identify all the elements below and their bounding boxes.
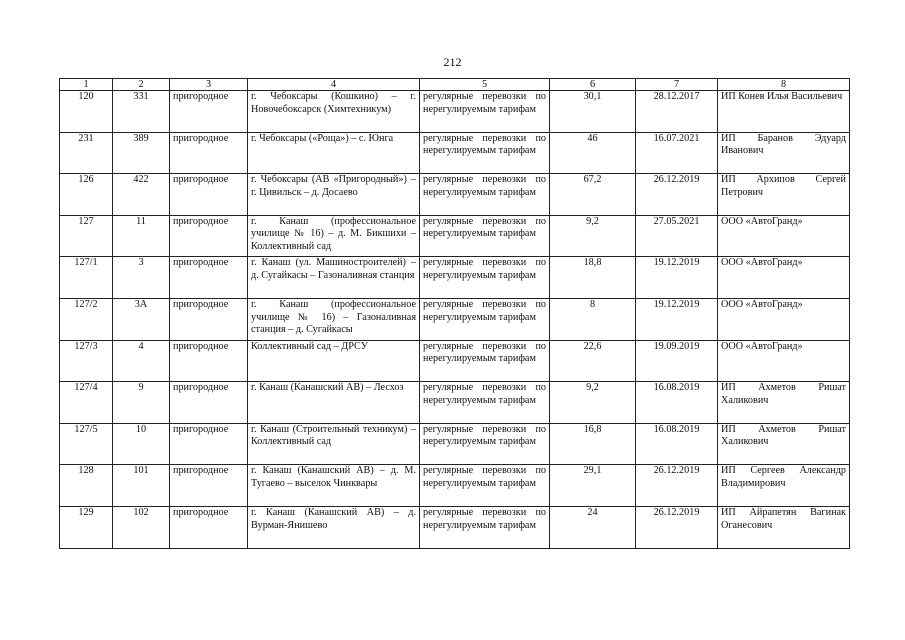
route-length: 16,8 (550, 423, 636, 465)
start-date: 19.09.2019 (636, 340, 718, 382)
route-path: г. Канаш (профессиональное училище № 16) – д. М. Бикшихи – Коллективный сад (248, 215, 420, 257)
route-length: 30,1 (550, 91, 636, 133)
transport-mode: регулярные перевозки по нерегулируемым тарифам (420, 423, 550, 465)
transport-mode: регулярные перевозки по нерегулируемым тарифам (420, 340, 550, 382)
route-length: 8 (550, 298, 636, 340)
start-date: 26.12.2019 (636, 465, 718, 507)
route-path: г. Чебоксары («Роща») – с. Юнга (248, 132, 420, 174)
start-date: 16.08.2019 (636, 423, 718, 465)
start-date: 16.07.2021 (636, 132, 718, 174)
transport-mode: регулярные перевозки по нерегулируемым тарифам (420, 132, 550, 174)
carrier-name: ИП Сергеев Александр Владимирович (718, 465, 850, 507)
header-row (60, 79, 850, 91)
route-number: 102 (113, 506, 170, 548)
route-length: 29,1 (550, 465, 636, 507)
row-number: 127/5 (60, 423, 113, 465)
column-header: 8 (718, 79, 850, 91)
route-length: 9,2 (550, 382, 636, 424)
transport-mode: регулярные перевозки по нерегулируемым тарифам (420, 506, 550, 548)
row-number: 127/4 (60, 382, 113, 424)
route-path: г. Чебоксары (Кошкино) – г. Новочебоксарск (Химтехникум) (248, 91, 420, 133)
column-header: 3 (170, 79, 248, 91)
route-path: г. Чебоксары (АВ «Пригородный») – г. Цивильск – д. Досаево (248, 174, 420, 216)
start-date: 19.12.2019 (636, 257, 718, 299)
table-row (60, 465, 850, 507)
column-header: 6 (550, 79, 636, 91)
table-row (60, 298, 850, 340)
carrier-name: ИП Ахметов Ришат Халикович (718, 382, 850, 424)
transport-mode: регулярные перевозки по нерегулируемым тарифам (420, 465, 550, 507)
route-type: пригородное (170, 132, 248, 174)
route-number: 9 (113, 382, 170, 424)
table-row (60, 340, 850, 382)
start-date: 26.12.2019 (636, 506, 718, 548)
route-path: г. Канаш (Канашский АВ) – д. М. Тугаево – выселок Чинквары (248, 465, 420, 507)
carrier-name: ИП Ахметов Ришат Халикович (718, 423, 850, 465)
route-number: 3А (113, 298, 170, 340)
route-type: пригородное (170, 215, 248, 257)
route-path: Коллективный сад – ДРСУ (248, 340, 420, 382)
route-length: 22,6 (550, 340, 636, 382)
transport-mode: регулярные перевозки по нерегулируемым тарифам (420, 257, 550, 299)
column-header: 4 (248, 79, 420, 91)
column-header: 1 (60, 79, 113, 91)
route-length: 9,2 (550, 215, 636, 257)
route-type: пригородное (170, 423, 248, 465)
transport-mode: регулярные перевозки по нерегулируемым тарифам (420, 91, 550, 133)
row-number: 127 (60, 215, 113, 257)
row-number: 126 (60, 174, 113, 216)
route-length: 24 (550, 506, 636, 548)
carrier-name: ИП Айрапетян Вагинак Оганесович (718, 506, 850, 548)
transport-mode: регулярные перевозки по нерегулируемым тарифам (420, 298, 550, 340)
start-date: 16.08.2019 (636, 382, 718, 424)
route-number: 4 (113, 340, 170, 382)
route-path: г. Канаш (ул. Машиностроителей) – д. Сугайкасы – Газоналивная станция (248, 257, 420, 299)
route-number: 389 (113, 132, 170, 174)
carrier-name: ИП Конев Илья Васильевич (718, 91, 850, 133)
transport-mode: регулярные перевозки по нерегулируемым тарифам (420, 215, 550, 257)
row-number: 127/1 (60, 257, 113, 299)
route-length: 67,2 (550, 174, 636, 216)
carrier-name: ООО «АвтоГранд» (718, 257, 850, 299)
routes-table (59, 78, 850, 549)
carrier-name: ИП Архипов Сергей Петрович (718, 174, 850, 216)
table-row (60, 174, 850, 216)
start-date: 19.12.2019 (636, 298, 718, 340)
route-length: 18,8 (550, 257, 636, 299)
transport-mode: регулярные перевозки по нерегулируемым тарифам (420, 174, 550, 216)
row-number: 127/3 (60, 340, 113, 382)
route-type: пригородное (170, 91, 248, 133)
start-date: 26.12.2019 (636, 174, 718, 216)
table-row (60, 506, 850, 548)
start-date: 27.05.2021 (636, 215, 718, 257)
row-number: 231 (60, 132, 113, 174)
route-path: г. Канаш (Канашский АВ) – Лесхоз (248, 382, 420, 424)
route-number: 3 (113, 257, 170, 299)
row-number: 129 (60, 506, 113, 548)
route-type: пригородное (170, 174, 248, 216)
route-type: пригородное (170, 298, 248, 340)
table-row (60, 382, 850, 424)
route-number: 422 (113, 174, 170, 216)
table-row (60, 132, 850, 174)
table-row (60, 91, 850, 133)
table-row (60, 257, 850, 299)
row-number: 120 (60, 91, 113, 133)
route-number: 11 (113, 215, 170, 257)
route-number: 331 (113, 91, 170, 133)
route-path: г. Канаш (Строительный техникум) – Коллективный сад (248, 423, 420, 465)
carrier-name: ООО «АвтоГранд» (718, 340, 850, 382)
carrier-name: ИП Баранов Эдуард Иванович (718, 132, 850, 174)
route-length: 46 (550, 132, 636, 174)
page-number: 212 (443, 55, 462, 69)
route-type: пригородное (170, 382, 248, 424)
route-path: г. Канаш (Канашский АВ) – д. Вурман-Янишево (248, 506, 420, 548)
row-number: 128 (60, 465, 113, 507)
column-header: 5 (420, 79, 550, 91)
start-date: 28.12.2017 (636, 91, 718, 133)
route-type: пригородное (170, 257, 248, 299)
carrier-name: ООО «АвтоГранд» (718, 215, 850, 257)
transport-mode: регулярные перевозки по нерегулируемым тарифам (420, 382, 550, 424)
table-row (60, 215, 850, 257)
route-path: г. Канаш (профессиональное училище № 16) – Газоналивная станция – д. Сугайкасы (248, 298, 420, 340)
column-header: 2 (113, 79, 170, 91)
route-type: пригородное (170, 465, 248, 507)
route-number: 10 (113, 423, 170, 465)
carrier-name: ООО «АвтоГранд» (718, 298, 850, 340)
route-number: 101 (113, 465, 170, 507)
route-type: пригородное (170, 506, 248, 548)
row-number: 127/2 (60, 298, 113, 340)
column-header: 7 (636, 79, 718, 91)
route-type: пригородное (170, 340, 248, 382)
table-row (60, 423, 850, 465)
